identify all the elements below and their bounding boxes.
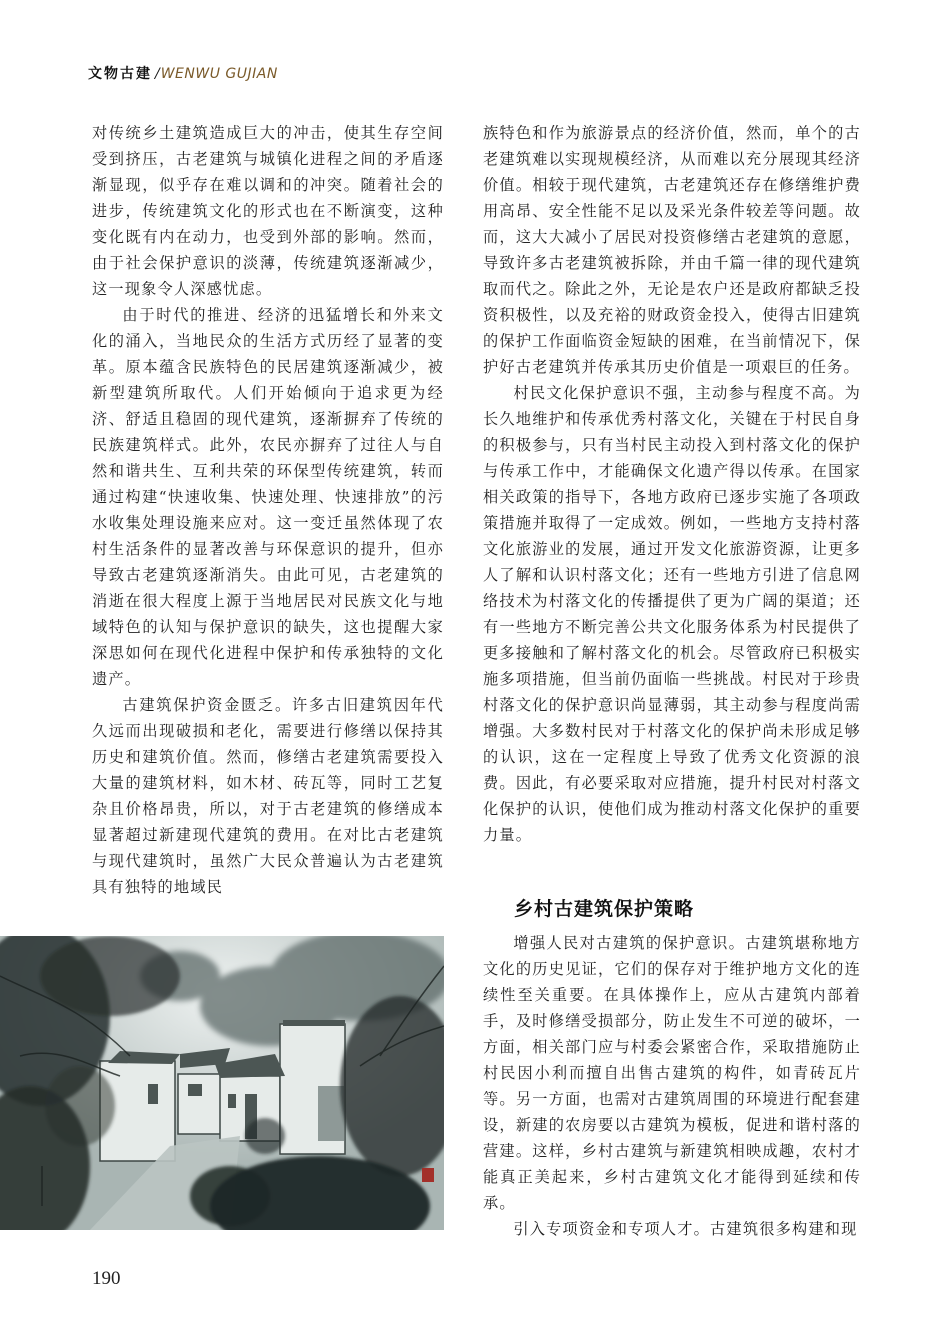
- running-header: [88, 63, 278, 83]
- paragraph: 村民文化保护意识不强，主动参与程度不高。为长久地维护和传承优秀村落文化，关键在于村民自身的积极参与，只有当村民主动投入到村落文化的保护与传承工作中，才能确保文化遗产得以传承。在国家相关政策的指导下，各地方政府已逐步实施了各项政策措施并取得了一定成效。例如，一些地方支持村落文化旅游业的发展，通过开发文化旅游资源，让更多人了解和认识村落文化；还有一些地方引进了信息网络技术为村落文化的传播提供了更为广阔的渠道；还有一些地方不断完善公共文化服务体系为村民提供了更多接触和了解村落文化的机会。尽管政府已积极实施多项措施，但当前仍面临一些挑战。村民对于珍贵村落文化的保护意识尚显薄弱，其主动参与程度尚需增强。大多数村民对于村落文化的保护尚未形成足够的认识，这在一定程度上导致了优秀文化资源的浪费。因此，有必要采取对应措施，提升村民对村落文化保护的认识，使他们成为推动村落文化保护的重要力量。: [483, 384, 861, 844]
- journal-title-cn: 文物古建: [88, 66, 152, 82]
- paragraph: 由于时代的推进、经济的迅猛增长和外来文化的涌入，当地民众的生活方式历经了显著的变革。原本蕴含民族特色的民居建筑逐渐减少，被新型建筑所取代。人们开始倾向于追求更为经济、舒适且稳固的现代建筑，逐渐摒弃了传统的民族建筑样式。此外，农民亦摒弃了过往人与自然和谐共生、互利共荣的环保型传统建筑，转而通过构建“快速收集、快速处理、快速排放”的污水收集处理设施来应对。这一变迁虽然体现了农村生活条件的显著改善与环保意识的提升，但亦导致古老建筑逐渐消失。由此可见，古老建筑的消逝在很大程度上源于当地居民对民族文化与地域特色的认知与保护意识的缺失，这也提醒大家深思如何在现代化进程中保护和传承独特的文化遗产。: [92, 306, 444, 688]
- paragraph: 增强人民对古建筑的保护意识。古建筑堪称地方文化的历史见证，它们的保存对于维护地方文化的连续性至关重要。在具体操作上，应从古建筑内部着手，及时修缮受损部分，防止发生不可逆的破坏，一方面，相关部门应与村委会紧密合作，采取措施防止村民因小利而擅自出售古建筑的构件，如青砖瓦片等。另一方面，也需对古建筑周围的环境进行配套建设，新建的农房要以古建筑为模板，促进和谐村落的营建。这样，乡村古建筑与新建筑相映成趣，农村才能真正美起来，乡村古建筑文化才能得到延续和传承。: [483, 934, 861, 1212]
- paragraph: 对传统乡土建筑造成巨大的冲击，使其生存空间受到挤压，古老建筑与城镇化进程之间的矛盾逐渐显现，似乎存在难以调和的冲突。随着社会的进步，传统建筑文化的形式也在不断演变，这种变化既有内在动力，也受到外部的影响。然而，由于社会保护意识的淡薄，传统建筑逐渐减少，这一现象令人深感忧虑。: [92, 124, 444, 298]
- page-number: 190: [92, 1268, 121, 1289]
- ink-painting-figure: [0, 936, 444, 1230]
- right-column-section: [483, 930, 861, 1242]
- right-column: [483, 120, 861, 848]
- paragraph: 引入专项资金和专项人才。古建筑很多构建和现: [513, 1220, 858, 1238]
- journal-title-en: WENWU GUJIAN: [160, 66, 278, 82]
- left-column: [92, 120, 444, 900]
- ink-wash-village-painting: [0, 936, 444, 1230]
- paragraph: 古建筑保护资金匮乏。许多古旧建筑因年代久远而出现破损和老化，需要进行修缮以保持其历史和建筑价值。然而，修缮古老建筑需要投入大量的建筑材料，如木材、砖瓦等，同时工艺复杂且价格昂贵，所以，对于古老建筑的修缮成本显著超过新建现代建筑的费用。在对比古老建筑与现代建筑时，虽然广大民众普遍认为古老建筑具有独特的地域民: [92, 696, 444, 896]
- section-heading: 乡村古建筑保护策略: [514, 898, 695, 920]
- red-seal-stamp: [422, 1168, 434, 1182]
- paragraph: 族特色和作为旅游景点的经济价值，然而，单个的古老建筑难以实现规模经济，从而难以充分展现其经济价值。相较于现代建筑，古老建筑还存在修缮维护费用高昂、安全性能不足以及采光条件较差等问题。故而，这大大减小了居民对投资修缮古老建筑的意愿，导致许多古老建筑被拆除，并由千篇一律的现代建筑取而代之。除此之外，无论是农户还是政府都缺乏投资积极性，以及充裕的财政资金投入，使得古旧建筑的保护工作面临资金短缺的困难，在当前情况下，保护好古老建筑并传承其历史价值是一项艰巨的任务。: [483, 124, 861, 376]
- header-separator: /: [155, 66, 160, 82]
